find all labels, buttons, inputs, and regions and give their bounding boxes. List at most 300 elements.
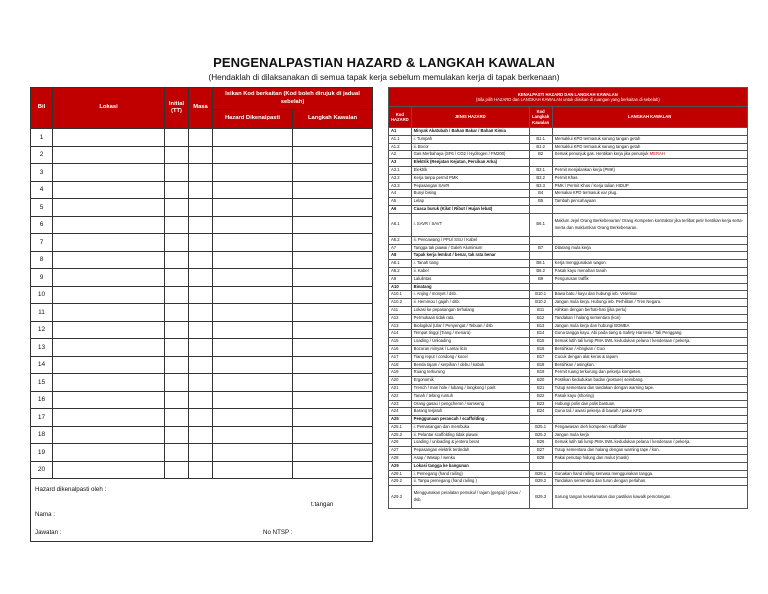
table-row bbox=[389, 260, 748, 268]
initial-cell[interactable] bbox=[165, 181, 189, 199]
hazard-code bbox=[389, 408, 412, 416]
table-row bbox=[31, 321, 373, 339]
langkah-cell[interactable] bbox=[293, 321, 373, 339]
hazard-code-text: A8.2 bbox=[391, 267, 400, 273]
table-row bbox=[389, 283, 748, 291]
hazard-code bbox=[389, 439, 412, 447]
hazard-type-text: Tiang reput / condong / kocel bbox=[413, 353, 468, 359]
control-code-text: B1.2 bbox=[536, 143, 545, 149]
table-row bbox=[389, 291, 748, 299]
hazard-code bbox=[389, 182, 412, 190]
control-measure-text: Jangan mula kerja bbox=[554, 431, 589, 437]
hazard-type bbox=[411, 275, 529, 283]
hazard-type-text: Menggunakan peralatan pemukul / tajam (gergaji / pisau / dsb. bbox=[413, 490, 521, 503]
control-measure-text: Permit ruang terkurung dan pekerja kompeten. bbox=[554, 369, 642, 375]
control-code-text: B10.1 bbox=[535, 291, 547, 297]
control-code-text: B5 bbox=[538, 198, 544, 204]
masa-cell[interactable] bbox=[189, 181, 213, 199]
hazard-cell[interactable] bbox=[213, 304, 293, 322]
row-number: 1 bbox=[31, 129, 53, 147]
control-measure bbox=[552, 455, 747, 463]
hazard-type bbox=[411, 260, 529, 268]
lokasi-cell[interactable] bbox=[53, 461, 165, 479]
control-code-text: B6.1 bbox=[536, 221, 545, 227]
row-number: 14 bbox=[31, 356, 53, 374]
control-measure-text: Hubungi polis dan polis bantuan. bbox=[554, 400, 616, 406]
table-row bbox=[31, 409, 373, 427]
masa-cell[interactable] bbox=[189, 356, 213, 374]
table-row bbox=[389, 174, 748, 182]
control-code bbox=[529, 439, 552, 447]
control-code-text: B7 bbox=[538, 244, 544, 250]
control-measure-text: Semak lutih tali lump PMA SWL kedudukan pelana / kenderaan / pekerja. bbox=[554, 338, 691, 344]
hazard-type bbox=[411, 314, 529, 322]
col-langkah-kawalan-ref: LANGKAH KAWALAN bbox=[552, 107, 747, 128]
hazard-cell[interactable] bbox=[213, 251, 293, 269]
hazard-type bbox=[411, 205, 529, 213]
hazard-type bbox=[411, 447, 529, 455]
hazard-code bbox=[389, 455, 412, 463]
masa-cell[interactable] bbox=[189, 321, 213, 339]
lokasi-cell[interactable] bbox=[53, 444, 165, 462]
row-number: 5 bbox=[31, 199, 53, 217]
control-code bbox=[529, 353, 552, 361]
hazard-type-text: Benda tajam / serpihan / debu / kabuk bbox=[413, 361, 485, 367]
hazard-type bbox=[411, 330, 529, 338]
table-row bbox=[31, 199, 373, 217]
reference-header-sub: (Sila pilih HAZARD dan LANGKAH KAWALAN untuk diisikan di ruangan yang berkaitan di sebelah) bbox=[475, 97, 660, 102]
masa-cell[interactable] bbox=[189, 409, 213, 427]
hazard-cell[interactable] bbox=[213, 286, 293, 304]
initial-cell[interactable] bbox=[165, 391, 189, 409]
langkah-cell[interactable] bbox=[293, 461, 373, 479]
hazard-code bbox=[389, 314, 412, 322]
table-row bbox=[389, 190, 748, 198]
control-code-text: B12 bbox=[536, 314, 545, 320]
control-measure-text: Bersihkan / asingkan. bbox=[554, 361, 595, 367]
control-measure-text: Guna tali / awasi pekerja di bawah / pakai KPD bbox=[554, 408, 642, 414]
control-code bbox=[529, 205, 552, 213]
col-kod-langkah: Kod Langkah Kawalan bbox=[529, 107, 552, 128]
table-row bbox=[389, 384, 748, 392]
hazard-code-text: A17 bbox=[391, 353, 399, 359]
hazard-type bbox=[411, 416, 529, 424]
table-row bbox=[389, 135, 748, 143]
control-code-text: B22 bbox=[536, 392, 545, 398]
hazard-cell[interactable] bbox=[213, 391, 293, 409]
control-measure bbox=[552, 299, 747, 307]
control-measure-text: Tandakan / halang sementara (kon) bbox=[554, 314, 621, 320]
table-row bbox=[31, 374, 373, 392]
hazard-cell[interactable] bbox=[213, 321, 293, 339]
control-measure-text: Kerja menggunakan wagon bbox=[554, 260, 606, 266]
row-number: 15 bbox=[31, 374, 53, 392]
hazard-cell[interactable] bbox=[213, 356, 293, 374]
lokasi-cell[interactable] bbox=[53, 269, 165, 287]
lokasi-cell[interactable] bbox=[53, 181, 165, 199]
control-code-text: B16 bbox=[536, 345, 545, 351]
col-hazard-dikenalpasti: Hazard Dikenalpasti bbox=[213, 110, 293, 129]
table-row bbox=[389, 369, 748, 377]
control-measure bbox=[552, 423, 747, 431]
hazard-code bbox=[389, 236, 412, 244]
control-measure bbox=[552, 439, 747, 447]
row-number: 2 bbox=[31, 146, 53, 164]
control-code bbox=[529, 345, 552, 353]
initial-cell[interactable] bbox=[165, 461, 189, 479]
langkah-cell[interactable] bbox=[293, 374, 373, 392]
control-measure-text: Tandakan sementara dan turun dengan perlahan. bbox=[554, 478, 647, 484]
hazard-type-text: Asap / Wasap / wenku bbox=[413, 455, 456, 461]
control-measure-text: Pakai penutup hidung dan mulut (mask) bbox=[554, 455, 629, 461]
hazard-type-text: Tangga tak piawai / Galeh Aluminium bbox=[413, 244, 483, 250]
hazard-code bbox=[389, 330, 412, 338]
lokasi-cell[interactable] bbox=[53, 426, 165, 444]
hazard-cell[interactable] bbox=[213, 234, 293, 252]
hazard-code-text: A7 bbox=[391, 244, 397, 250]
table-row bbox=[31, 339, 373, 357]
langkah-cell[interactable] bbox=[293, 164, 373, 182]
control-code-text: B11 bbox=[537, 306, 545, 312]
hazard-code bbox=[389, 338, 412, 346]
initial-cell[interactable] bbox=[165, 199, 189, 217]
hazard-type-text: Pepasangan elektrik terdedah bbox=[413, 447, 470, 453]
hazard-type bbox=[411, 455, 529, 463]
lokasi-cell[interactable] bbox=[53, 286, 165, 304]
nama-label: Nama : bbox=[35, 511, 55, 518]
hazard-code bbox=[389, 486, 412, 509]
table-row bbox=[389, 338, 748, 346]
control-code bbox=[529, 236, 552, 244]
control-code bbox=[529, 151, 552, 159]
hazard-type-text: Permukaan tidak rata bbox=[413, 314, 454, 320]
hazard-type-text: Elektrik (Renjatan Kejutan, Percikan Arka) bbox=[413, 159, 498, 165]
langkah-cell[interactable] bbox=[293, 216, 373, 234]
hazard-cell[interactable] bbox=[213, 129, 293, 147]
control-measure-text: Tambah pencahayaan bbox=[554, 198, 596, 204]
control-code bbox=[529, 486, 552, 509]
masa-cell[interactable] bbox=[189, 304, 213, 322]
table-row bbox=[389, 330, 748, 338]
control-code bbox=[529, 159, 552, 167]
hazard-type bbox=[411, 291, 529, 299]
hazard-type-text: i. Pemasangan dan membuka bbox=[413, 423, 470, 429]
hazard-code bbox=[389, 166, 412, 174]
masa-cell[interactable] bbox=[189, 146, 213, 164]
lokasi-cell[interactable] bbox=[53, 321, 165, 339]
masa-cell[interactable] bbox=[189, 286, 213, 304]
control-measure bbox=[552, 159, 747, 167]
col-lokasi: Lokasi bbox=[53, 88, 165, 129]
hazard-type bbox=[411, 128, 529, 136]
control-measure bbox=[552, 267, 747, 275]
langkah-cell[interactable] bbox=[293, 444, 373, 462]
hazard-type bbox=[411, 283, 529, 291]
control-code bbox=[529, 198, 552, 206]
masa-cell[interactable] bbox=[189, 461, 213, 479]
lokasi-cell[interactable] bbox=[53, 409, 165, 427]
hazard-type bbox=[411, 431, 529, 439]
hazard-code bbox=[389, 377, 412, 385]
initial-cell[interactable] bbox=[165, 251, 189, 269]
hazard-cell[interactable] bbox=[213, 444, 293, 462]
col-langkah-kawalan: Langkah Kawalan bbox=[293, 110, 373, 129]
lokasi-cell[interactable] bbox=[53, 164, 165, 182]
langkah-cell[interactable] bbox=[293, 339, 373, 357]
langkah-cell[interactable] bbox=[293, 409, 373, 427]
hazard-code-text: A3 bbox=[391, 159, 397, 165]
lokasi-cell[interactable] bbox=[53, 234, 165, 252]
initial-cell[interactable] bbox=[165, 216, 189, 234]
row-number: 13 bbox=[31, 339, 53, 357]
hazard-type bbox=[411, 377, 529, 385]
control-measure-text: Tutup sementara dan tandakan dengan warning tape. bbox=[554, 384, 655, 390]
control-code-text: B3.3 bbox=[536, 182, 545, 188]
lokasi-cell[interactable] bbox=[53, 129, 165, 147]
hazard-cell[interactable] bbox=[213, 199, 293, 217]
control-measure bbox=[552, 361, 747, 369]
langkah-cell[interactable] bbox=[293, 146, 373, 164]
hazard-type-text: Binatang bbox=[413, 283, 432, 289]
table-row bbox=[31, 356, 373, 374]
hazard-type-text: Kerja tanpa permit PMK bbox=[413, 174, 459, 180]
hazard-cell[interactable] bbox=[213, 146, 293, 164]
table-row bbox=[389, 299, 748, 307]
masa-cell[interactable] bbox=[189, 216, 213, 234]
hazard-cell[interactable] bbox=[213, 409, 293, 427]
control-measure-text: Dilarang mula kerja bbox=[554, 244, 591, 250]
no-ntsp-label: No NTSP : bbox=[263, 529, 293, 536]
lokasi-cell[interactable] bbox=[53, 251, 165, 269]
masa-cell[interactable] bbox=[189, 374, 213, 392]
initial-cell[interactable] bbox=[165, 286, 189, 304]
initial-cell[interactable] bbox=[165, 129, 189, 147]
hazard-cell[interactable] bbox=[213, 269, 293, 287]
control-measure bbox=[552, 151, 747, 159]
control-code bbox=[529, 377, 552, 385]
initial-cell[interactable] bbox=[165, 426, 189, 444]
row-number: 19 bbox=[31, 444, 53, 462]
hazard-type bbox=[411, 159, 529, 167]
initial-cell[interactable] bbox=[165, 374, 189, 392]
control-code bbox=[529, 252, 552, 260]
table-row bbox=[389, 166, 748, 174]
control-code bbox=[529, 291, 552, 299]
control-measure-text: Pengawasan oleh kompeten scaffolder bbox=[554, 423, 627, 429]
langkah-cell[interactable] bbox=[293, 234, 373, 252]
langkah-cell[interactable] bbox=[293, 286, 373, 304]
control-code-text: B3.2 bbox=[536, 174, 545, 180]
table-row bbox=[389, 416, 748, 424]
control-code bbox=[529, 470, 552, 478]
control-code-text: B21 bbox=[536, 384, 545, 390]
control-code bbox=[529, 306, 552, 314]
hazard-code bbox=[389, 447, 412, 455]
lokasi-cell[interactable] bbox=[53, 374, 165, 392]
control-code-text: B17 bbox=[536, 353, 545, 359]
hazard-type-text: i. Tanah tiang bbox=[413, 260, 439, 266]
control-code bbox=[529, 166, 552, 174]
langkah-cell[interactable] bbox=[293, 391, 373, 409]
hazard-cell[interactable] bbox=[213, 426, 293, 444]
reference-header-main: KENALPASTI HAZARD DAN LANGKAH KAWALAN bbox=[517, 91, 618, 97]
hazard-cell[interactable] bbox=[213, 339, 293, 357]
control-measure bbox=[552, 166, 747, 174]
hazard-cell[interactable] bbox=[213, 461, 293, 479]
initial-cell[interactable] bbox=[165, 409, 189, 427]
langkah-cell[interactable] bbox=[293, 426, 373, 444]
langkah-cell[interactable] bbox=[293, 356, 373, 374]
hazard-type-text: Elektrik bbox=[413, 166, 428, 172]
masa-cell[interactable] bbox=[189, 391, 213, 409]
table-row bbox=[389, 314, 748, 322]
langkah-cell[interactable] bbox=[293, 251, 373, 269]
hazard-type bbox=[411, 198, 529, 206]
langkah-cell[interactable] bbox=[293, 181, 373, 199]
masa-cell[interactable] bbox=[189, 164, 213, 182]
hazard-code-text: A26 bbox=[391, 439, 399, 445]
lokasi-cell[interactable] bbox=[53, 391, 165, 409]
hazard-code-text: A25 bbox=[391, 416, 399, 422]
hazard-code-text: A27 bbox=[391, 447, 399, 453]
hazard-code-text: A6.1 bbox=[391, 221, 400, 227]
initial-cell[interactable] bbox=[165, 234, 189, 252]
col-isikan-kod: Isikan Kod berkaitan (Kod boleh dirujuk di jadual sebelah) bbox=[213, 88, 373, 110]
langkah-cell[interactable] bbox=[293, 199, 373, 217]
masa-cell[interactable] bbox=[189, 234, 213, 252]
hazard-type-text: ii. Bocor bbox=[413, 143, 429, 149]
hazard-code bbox=[389, 244, 412, 252]
langkah-cell[interactable] bbox=[293, 304, 373, 322]
hazard-code-text: A13 bbox=[391, 322, 399, 328]
masa-cell[interactable] bbox=[189, 269, 213, 287]
hazard-code-text: A12 bbox=[391, 314, 399, 320]
lokasi-cell[interactable] bbox=[53, 339, 165, 357]
control-code-text: B2 bbox=[538, 151, 544, 157]
table-row bbox=[389, 439, 748, 447]
control-code bbox=[529, 478, 552, 486]
initial-cell[interactable] bbox=[165, 321, 189, 339]
hazard-type-text: Barang terjatuh bbox=[413, 408, 443, 414]
table-row bbox=[389, 143, 748, 151]
hazard-type-text: ii. Hemmou / gajah / dsb. bbox=[413, 299, 460, 305]
col-bil: Bil bbox=[31, 88, 53, 129]
hazard-cell[interactable] bbox=[213, 181, 293, 199]
hazard-type-text: Lokasi tangga ke bangunan bbox=[413, 462, 469, 468]
hazard-code bbox=[389, 260, 412, 268]
initial-cell[interactable] bbox=[165, 146, 189, 164]
hazard-type bbox=[411, 384, 529, 392]
control-measure-text: Memaklui KPD termasuk sarung tangan getah bbox=[554, 143, 641, 149]
control-code-text: B15 bbox=[536, 338, 545, 344]
control-code-text: B10.2 bbox=[535, 299, 547, 305]
control-measure bbox=[552, 447, 747, 455]
page-title: PENGENALPASTIAN HAZARD & LANGKAH KAWALAN bbox=[213, 55, 555, 70]
lokasi-cell[interactable] bbox=[53, 216, 165, 234]
control-measure bbox=[552, 198, 747, 206]
control-measure bbox=[552, 244, 747, 252]
control-code bbox=[529, 267, 552, 275]
hazard-type bbox=[411, 462, 529, 470]
masa-cell[interactable] bbox=[189, 129, 213, 147]
lokasi-cell[interactable] bbox=[53, 304, 165, 322]
initial-cell[interactable] bbox=[165, 304, 189, 322]
initial-cell[interactable] bbox=[165, 164, 189, 182]
initial-cell[interactable] bbox=[165, 269, 189, 287]
control-measure-text: Semak penunjuk gas. Hentikan kerja jika penunjuk bbox=[554, 151, 649, 157]
control-measure bbox=[552, 338, 747, 346]
hazard-type-text: Trench / man hole / lubang / longkong / parit bbox=[413, 384, 496, 390]
control-measure-text: Postikan kedudukan badan (posture) seimbang. bbox=[554, 377, 644, 383]
lokasi-cell[interactable] bbox=[53, 146, 165, 164]
hazard-code bbox=[389, 392, 412, 400]
control-measure bbox=[552, 182, 747, 190]
identified-by-label: Hazard dikenalpasti oleh : bbox=[35, 486, 107, 493]
table-row bbox=[389, 151, 748, 159]
control-code-text: B29.2 bbox=[535, 478, 547, 484]
lokasi-cell[interactable] bbox=[53, 199, 165, 217]
table-row bbox=[389, 252, 748, 260]
hazard-code-text: A5 bbox=[391, 198, 397, 204]
hazard-cell[interactable] bbox=[213, 374, 293, 392]
initial-cell[interactable] bbox=[165, 356, 189, 374]
control-code bbox=[529, 260, 552, 268]
lokasi-cell[interactable] bbox=[53, 356, 165, 374]
masa-cell[interactable] bbox=[189, 444, 213, 462]
table-row bbox=[31, 286, 373, 304]
masa-cell[interactable] bbox=[189, 251, 213, 269]
hazard-code-text: A3.1 bbox=[391, 166, 400, 172]
hazard-type bbox=[411, 361, 529, 369]
control-measure bbox=[552, 322, 747, 330]
hazard-type-text: Ruang terkurung bbox=[413, 369, 445, 375]
hazard-type bbox=[411, 400, 529, 408]
hazard-type bbox=[411, 182, 529, 190]
initial-cell[interactable] bbox=[165, 444, 189, 462]
masa-cell[interactable] bbox=[189, 426, 213, 444]
row-number: 11 bbox=[31, 304, 53, 322]
control-measure bbox=[552, 462, 747, 470]
hazard-type-text: Bunyi bising bbox=[413, 190, 437, 196]
langkah-cell[interactable] bbox=[293, 269, 373, 287]
hazard-cell[interactable] bbox=[213, 216, 293, 234]
langkah-cell[interactable] bbox=[293, 129, 373, 147]
control-code bbox=[529, 182, 552, 190]
hazard-type bbox=[411, 166, 529, 174]
control-measure bbox=[552, 275, 747, 283]
hazard-code bbox=[389, 462, 412, 470]
hazard-code-text: A16 bbox=[391, 345, 399, 351]
control-measure-text: Cucuk dengan alat keras & tapam bbox=[554, 353, 618, 359]
masa-cell[interactable] bbox=[189, 339, 213, 357]
initial-cell[interactable] bbox=[165, 339, 189, 357]
masa-cell[interactable] bbox=[189, 199, 213, 217]
hazard-type-text: Lelap bbox=[413, 198, 424, 204]
hazard-cell[interactable] bbox=[213, 164, 293, 182]
hazard-code bbox=[389, 431, 412, 439]
hazard-code-text: A29.2 bbox=[391, 478, 402, 484]
hazard-code bbox=[389, 198, 412, 206]
hazard-code bbox=[389, 306, 412, 314]
hazard-type-text: ii. Pencawang / PPU/ SSU / Kabel bbox=[413, 236, 477, 242]
hazard-type-text: Cuaca buruk (Kilat / Ribut / Hujan lebat) bbox=[413, 205, 493, 211]
hazard-code bbox=[389, 267, 412, 275]
control-code-text: B9 bbox=[538, 275, 544, 281]
control-measure-text: Jangan mula kerja dan hubungi BOMBA bbox=[554, 322, 630, 328]
hazard-type-text: Loading / unloading & jentera berat bbox=[413, 439, 479, 445]
hazard-type-text: Biologikal (Ular / Penyengat / Tebuan / dsb bbox=[413, 322, 493, 328]
hazard-type bbox=[411, 486, 529, 509]
